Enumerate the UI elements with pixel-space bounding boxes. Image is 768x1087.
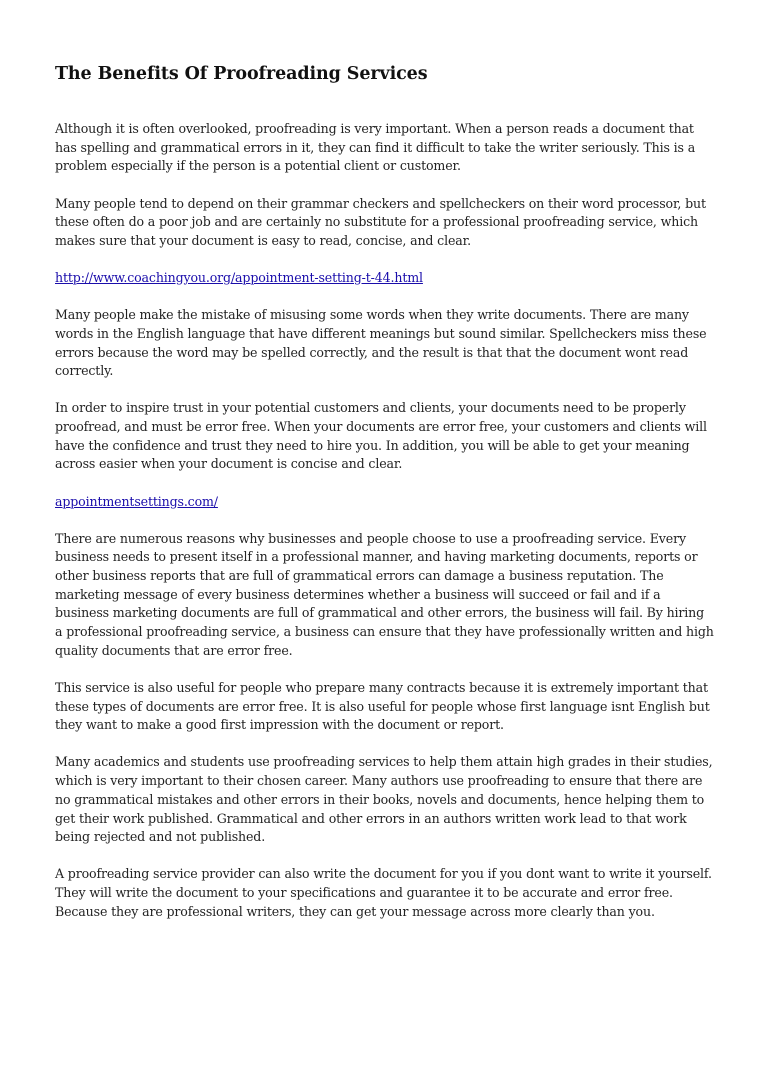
paragraph-misusing-words: Many people make the mistake of misusing some words when they write documents. There are many words in the English language that have different meanings but sound similar. Spellcheckers miss these errors because the word may be spelled correctly, and the result is that that the document wont read correctly. [55, 307, 707, 379]
paragraph-business-reasons: There are numerous reasons why businesses and people choose to use a proofreading service. Every business needs to present itself in a professional manner, and having marketing documents, reports or other business reports that are full of grammatical errors can damage a business reputation. The marketing message of every business determines whether a business will succeed or fail and if a business marketing documents are full of grammatical and other errors, the business will fail. By hiring a professional proofreading service, a business can ensure that they have professionally written and high quality documents that are error free. [55, 530, 714, 658]
paragraph-contracts: This service is also useful for people who prepare many contracts because it is extremely important that these types of documents are error free. It is also useful for people whose first language isnt English but they want to make a good first impression with the document or report. [55, 679, 710, 733]
paragraph-inspire-trust: In order to inspire trust in your potential customers and clients, your documents need to be properly proofread, and must be error free. When your documents are error free, your customers and clients will have the confidence and trust they need to hire you. In addition, you will be able to get your meaning across easier when your document is concise and clear. [55, 400, 707, 472]
appointmentsettings-link[interactable]: appointmentsettings.com/ [55, 493, 218, 509]
document-title: The Benefits Of Proofreading Services [55, 64, 428, 84]
paragraph-intro: Although it is often overlooked, proofreading is very important. When a person reads a document that has spelling and grammatical errors in it, they can find it difficult to take the writer seriously. This is a problem especially if the person is a potential client or customer. [55, 121, 696, 174]
paragraph-academics: Many academics and students use proofreading services to help them attain high grades in their studies, which is very important to their chosen career. Many authors use proofreading to ensure that there are no grammatical mistakes and other errors in their books, novels and documents, hence helping them to get their work published. Grammatical and other errors in an authors written work lead to that work being rejected and not published. [55, 754, 713, 845]
document-page [55, 62, 715, 940]
coachingyou-link[interactable]: http://www.coachingyou.org/appointment-setting-t-44.html [55, 270, 423, 285]
paragraph-grammar-checkers: Many people tend to depend on their grammar checkers and spellcheckers on their word processor, but these often do a poor job and are certainly no substitute for a professional proofreading service, which makes sure that your document is easy to read, concise, and clear. [55, 195, 706, 248]
link-paragraph-appointmentsettings [55, 493, 715, 512]
paragraph-writing-service: A proofreading service provider can also write the document for you if you dont want to write it yourself. They will write the document to your specifications and guarantee it to be accurate and error free. Because they are professional writers, they can get your message across more clearly than you. [55, 866, 712, 919]
link-paragraph-coachingyou [55, 269, 715, 288]
